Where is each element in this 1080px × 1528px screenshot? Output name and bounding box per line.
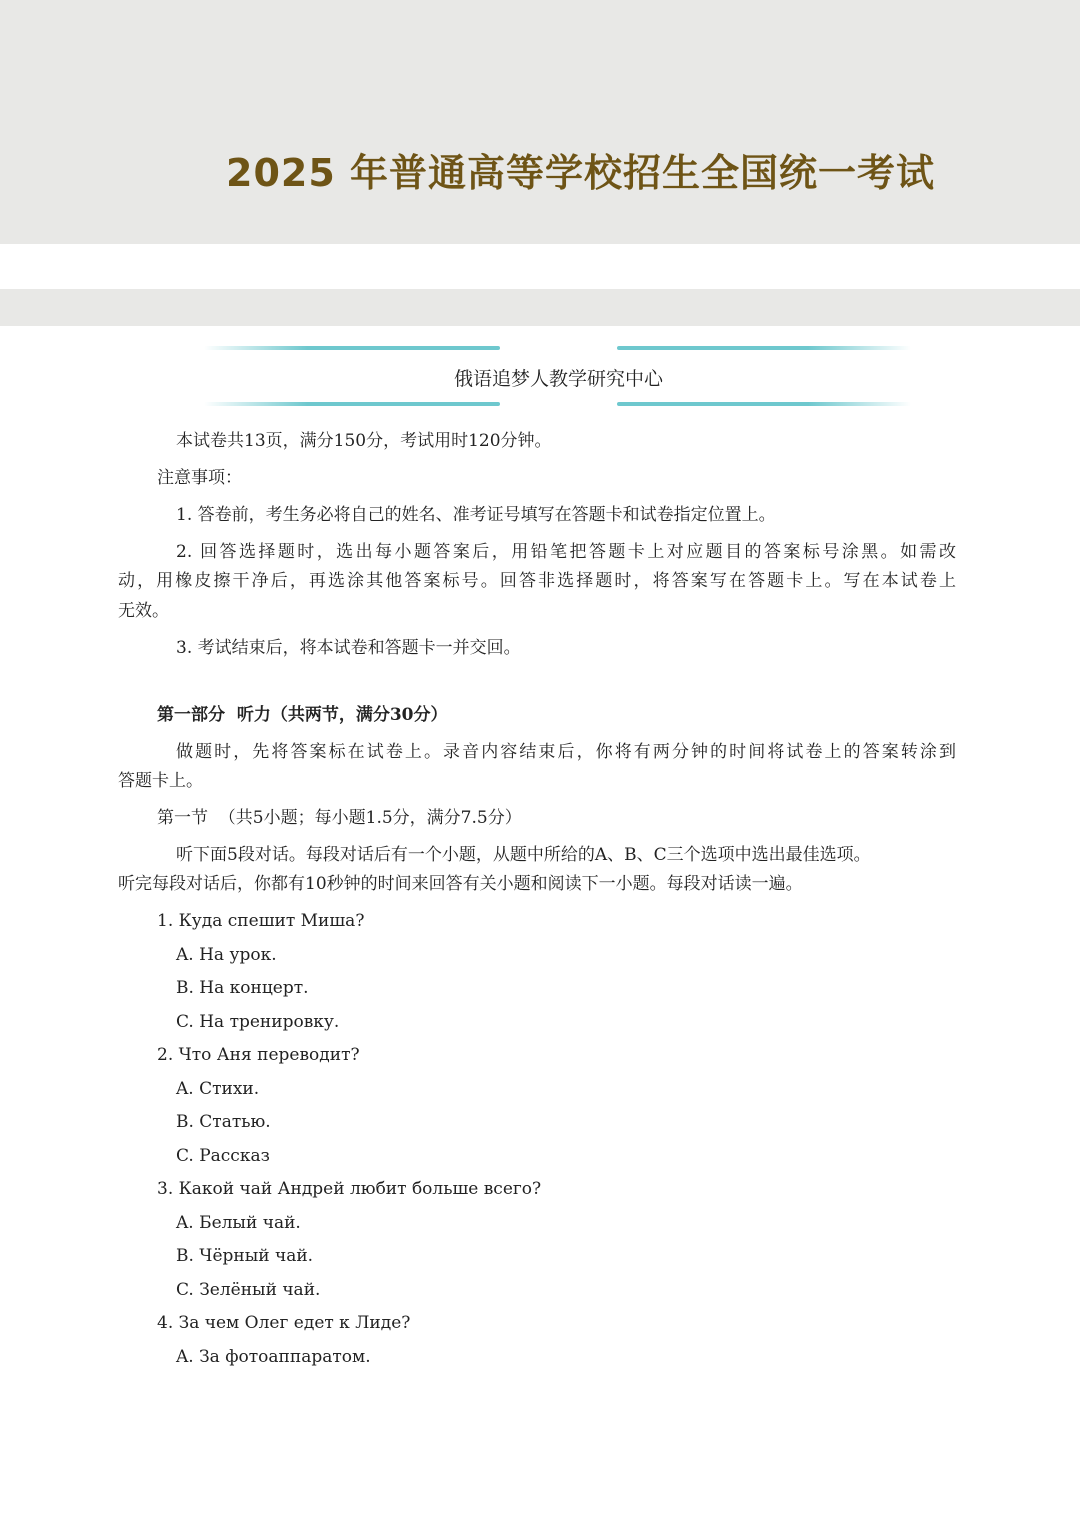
part1-description-line-1: 做题时，先将答案标在试卷上。录音内容结束后，你将有两分钟的时间将试卷上的答案转涂到 [176, 742, 956, 762]
divider-top-left [204, 346, 500, 350]
question-1-option-a: A. На урок. [176, 945, 277, 965]
question-2-option-b: B. Статью. [176, 1112, 271, 1132]
notice-item-1: 1. 答卷前，考生务必将自己的姓名、准考证号填写在答题卡和试卷指定位置上。 [176, 505, 776, 525]
question-3-option-b: B. Чёрный чай. [176, 1246, 314, 1266]
question-3: 3. Какой чай Андрей любит больше всего? [157, 1179, 542, 1199]
header-band [0, 289, 1080, 326]
question-4: 4. За чем Олег едет к Лиде? [157, 1313, 411, 1333]
question-2-option-c: C. Рассказ [176, 1146, 270, 1166]
section1-heading: 第一节 （共5小题；每小题1.5分，满分7.5分） [157, 808, 522, 828]
notice-heading: 注意事项： [157, 468, 242, 488]
question-3-option-c: C. Зелёный чай. [176, 1280, 321, 1300]
section1-instructions-line-1: 听下面5段对话。每段对话后有一个小题，从题中所给的A、B、C三个选项中选出最佳选项。 [176, 845, 871, 865]
center-name: 俄语追梦人教学研究中心 [453, 368, 663, 390]
notice-item-3: 3. 考试结束后，将本试卷和答题卡一并交回。 [176, 638, 521, 658]
notice-item-2-line-1: 2. 回答选择题时，选出每小题答案后，用铅笔把答题卡上对应题目的答案标号涂黑。如需改 [176, 542, 956, 562]
question-2: 2. Что Аня переводит? [157, 1045, 360, 1065]
question-2-option-a: A. Стихи. [176, 1079, 260, 1099]
divider-bottom-left [204, 402, 500, 406]
part1-heading: 第一部分 听力（共两节，满分30分） [157, 705, 448, 725]
section1-instructions-line-2: 听完每段对话后，你都有10秒钟的时间来回答有关小题和阅读下一小题。每段对话读一遍。 [118, 874, 803, 894]
notice-item-2-line-2: 动，用橡皮擦干净后，再选涂其他答案标号。回答非选择题时，将答案写在答题卡上。写在本试卷上 [118, 571, 956, 591]
part1-description-line-2: 答题卡上。 [118, 771, 203, 791]
divider-top-right [617, 346, 911, 350]
header-banner [0, 0, 1080, 244]
divider-bottom-right [617, 402, 911, 406]
notice-item-2-line-3: 无效。 [118, 601, 169, 621]
exam-title: 2025 年普通高等学校招生全国统一考试 [226, 151, 935, 195]
question-3-option-a: A. Белый чай. [176, 1213, 301, 1233]
question-1-option-b: B. На концерт. [176, 978, 309, 998]
question-1: 1. Куда спешит Миша? [157, 911, 365, 931]
question-1-option-c: C. На тренировку. [176, 1012, 340, 1032]
exam-intro: 本试卷共13页，满分150分，考试用时120分钟。 [176, 431, 552, 451]
question-4-option-a: A. За фотоаппаратом. [176, 1347, 371, 1367]
